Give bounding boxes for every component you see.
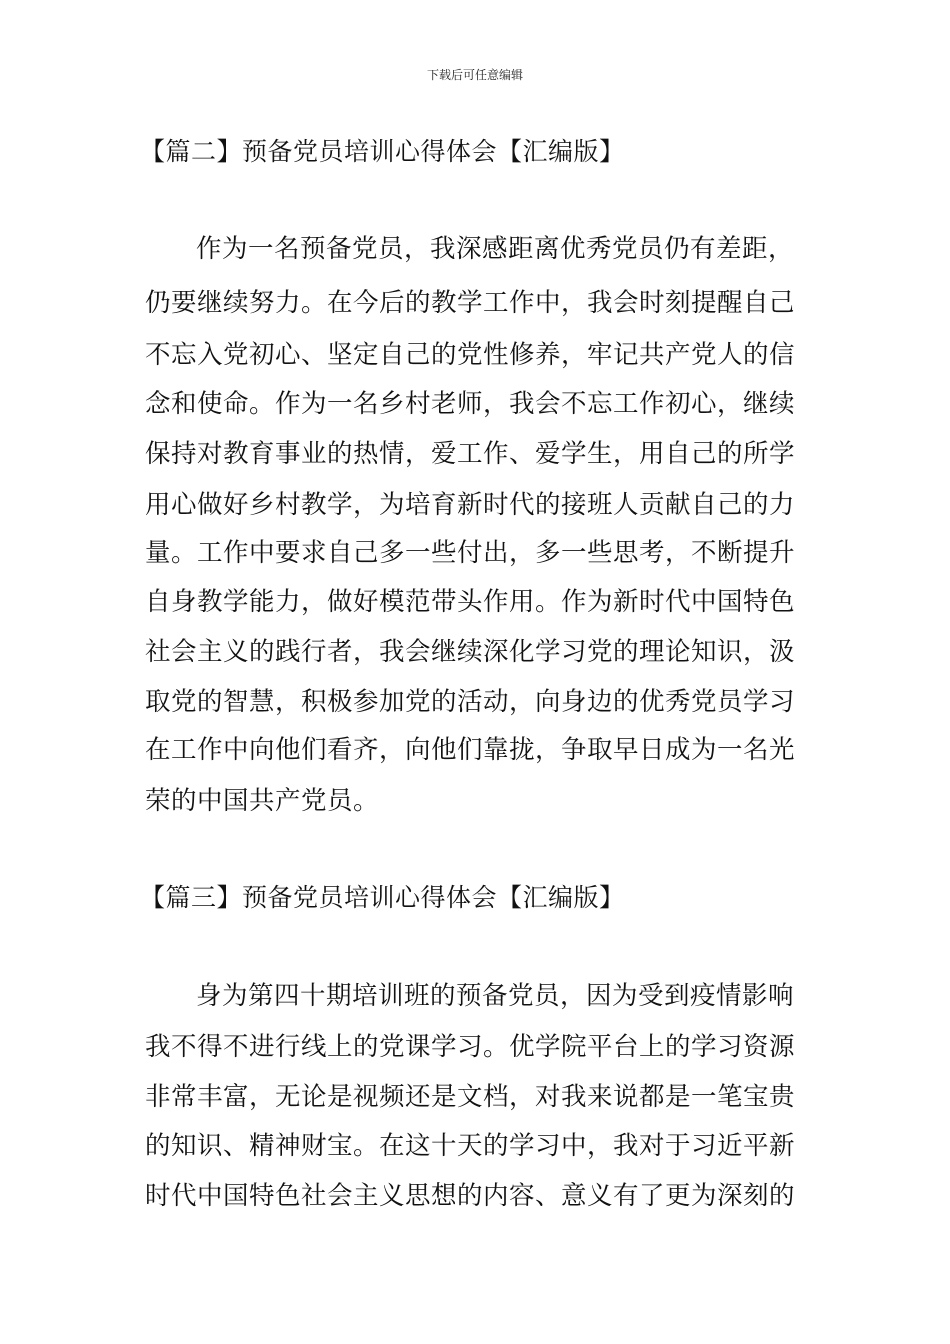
section-title: 【篇三】预备党员培训心得体会【汇编版】 [140, 883, 625, 912]
paragraph-line: 仍要继续努力。在今后的教学工作中，我会时刻提醒自己 [145, 288, 796, 318]
section-title: 【篇二】预备党员培训心得体会【汇编版】 [140, 137, 625, 166]
paragraph-line: 身为第四十期培训班的预备党员，因为受到疫情影响 [196, 981, 795, 1011]
paragraph-line: 取党的智慧，积极参加党的活动，向身边的优秀党员学习 [145, 687, 796, 717]
paragraph-line: 念和使命。作为一名乡村老师，我会不忘工作初心，继续 [145, 389, 796, 419]
paragraph-line: 自身教学能力，做好模范带头作用。作为新时代中国特色 [145, 587, 796, 617]
paragraph-line: 保持对教育事业的热情，爱工作、爱学生，用自己的所学 [145, 439, 796, 469]
paragraph-line: 作为一名预备党员，我深感距离优秀党员仍有差距， [196, 234, 795, 264]
header-note: 下载后可任意编辑 [426, 68, 523, 82]
paragraph-line: 时代中国特色社会主义思想的内容、意义有了更为深刻的 [145, 1181, 796, 1211]
paragraph-line: 荣的中国共产党员。 [145, 786, 380, 816]
paragraph-line: 用心做好乡村教学，为培育新时代的接班人贡献自己的力 [145, 490, 796, 520]
paragraph-line: 我不得不进行线上的党课学习。优学院平台上的学习资源 [145, 1032, 796, 1062]
paragraph-line: 在工作中向他们看齐，向他们靠拢，争取早日成为一名光 [145, 735, 796, 765]
paragraph-line: 社会主义的践行者，我会继续深化学习党的理论知识，汲 [145, 637, 796, 667]
paragraph-line: 不忘入党初心、坚定自己的党性修养，牢记共产党人的信 [145, 340, 796, 370]
paragraph-line: 的知识、精神财宝。在这十天的学习中，我对于习近平新 [145, 1131, 796, 1161]
paragraph-line: 量。工作中要求自己多一些付出，多一些思考，不断提升 [145, 538, 796, 568]
paragraph-line: 非常丰富，无论是视频还是文档，对我来说都是一笔宝贵 [145, 1082, 796, 1112]
